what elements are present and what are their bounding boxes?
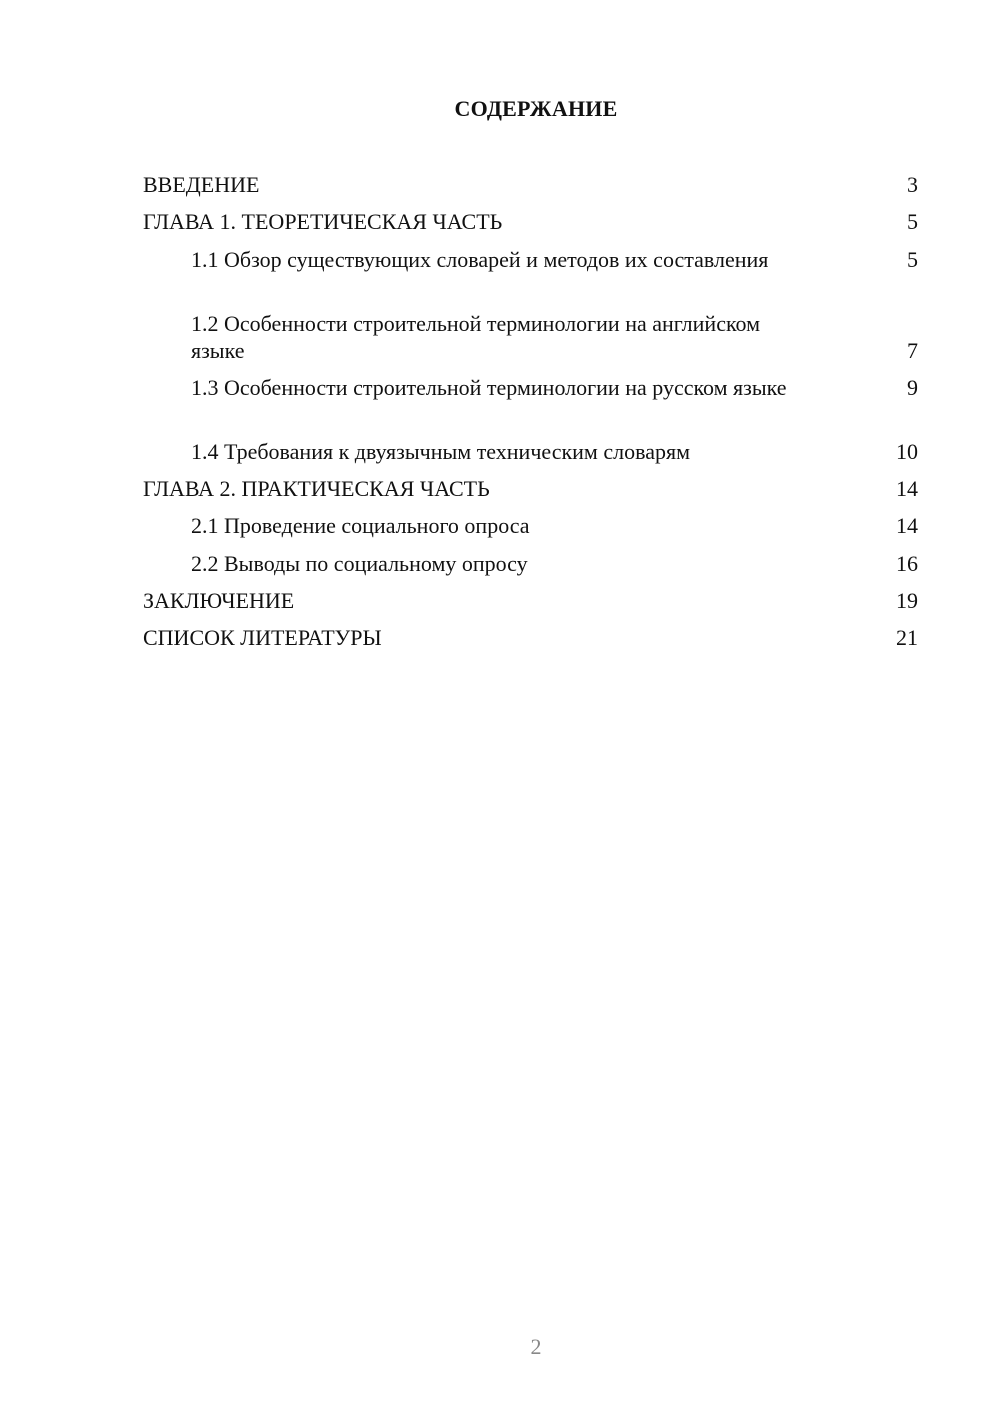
toc-entry-text: 1.4 Требования к двуязычным техническим словарям [191,439,690,464]
toc-entry-text: 1.3 Особенности строительной терминологии на русском языке [191,375,787,400]
toc-entry-references[interactable] [143,624,918,651]
toc-entry-page: 3 [907,172,918,197]
toc-entry-section-1-1[interactable] [191,246,918,273]
toc-entry-text: ГЛАВА 1. ТЕОРЕТИЧЕСКАЯ ЧАСТЬ [143,209,503,234]
toc-entry-text: 1.2 Особенности строительной терминологии на английском языке [191,311,761,363]
toc-title: СОДЕРЖАНИЕ [454,96,618,121]
toc-entry-page: 19 [896,588,918,613]
toc-entry-text: 2.2 Выводы по социальному опросу [191,551,528,576]
toc-entry-section-1-3[interactable] [191,374,918,401]
toc-entry-text: 2.1 Проведение социального опроса [191,513,530,538]
toc-entry-page: 10 [896,439,918,464]
toc-entry-conclusion[interactable] [143,587,918,614]
toc-entry-page: 9 [907,375,918,400]
toc-entry-section-2-1[interactable] [191,512,918,539]
toc-entry-page: 5 [907,247,918,272]
toc-entry-page: 5 [907,209,918,234]
toc-entry-section-1-4[interactable] [191,438,918,465]
toc-entry-chapter-1[interactable] [143,208,918,235]
toc-entry-text: ЗАКЛЮЧЕНИЕ [143,588,295,613]
page-number: 2 [530,1334,542,1359]
toc-entry-page: 14 [896,513,918,538]
toc-entry-page: 7 [907,338,918,363]
toc-entry-section-2-2[interactable] [191,550,918,577]
toc-entry-text: ГЛАВА 2. ПРАКТИЧЕСКАЯ ЧАСТЬ [143,476,490,501]
toc-entry-page: 16 [896,551,918,576]
toc-entry-section-1-2[interactable] [191,310,918,364]
toc-entry-introduction[interactable] [143,171,918,198]
toc-entry-chapter-2[interactable] [143,475,918,502]
toc-entry-text: 1.1 Обзор существующих словарей и методов их составления [191,247,769,272]
toc-entry-text: ВВЕДЕНИЕ [143,172,260,197]
toc-entry-page: 21 [896,625,918,650]
toc-entry-text: СПИСОК ЛИТЕРАТУРЫ [143,625,382,650]
toc-entry-page: 14 [896,476,918,501]
